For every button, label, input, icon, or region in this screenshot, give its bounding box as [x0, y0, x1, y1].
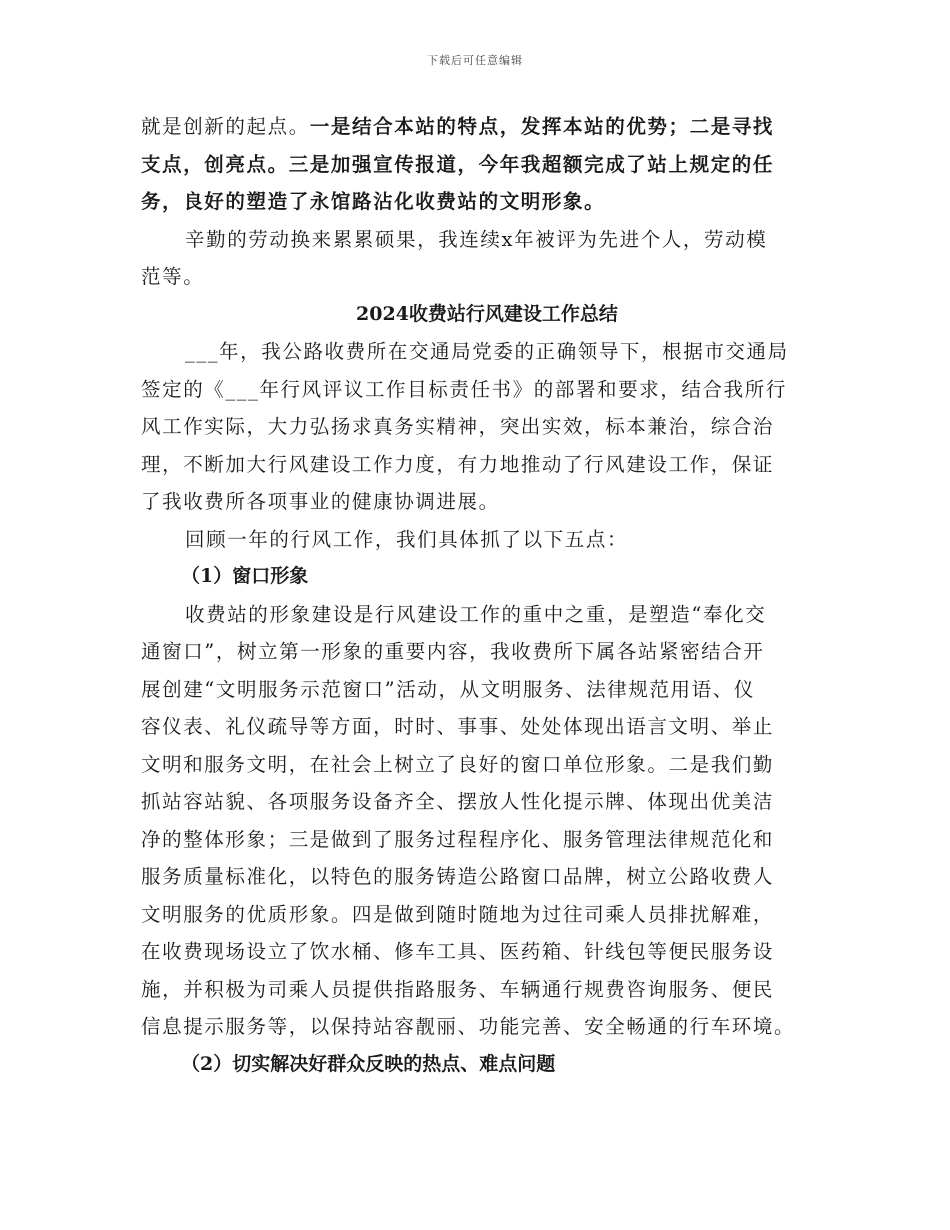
paragraph-line: 容仪表、礼仪疏导等方面，时时、事事、处处体现出语言文明、举止: [141, 715, 775, 738]
paragraph-line: 通窗口”，树立第一形象的重要内容，我收费所下属各站紧密结合开: [141, 640, 765, 663]
paragraph-line: 抓站容站貌、各项服务设备齐全、摆放人性化提示牌、体现出优美洁: [141, 790, 775, 813]
paragraph-line: 施，并积极为司乘人员提供指路服务、车辆通行规费咨询服务、便民: [141, 977, 775, 1001]
text-normal: 就是创新的起点。: [141, 115, 310, 138]
paragraph-line: 范等。: [141, 265, 205, 288]
document-body: [141, 108, 813, 1083]
text-bold: 一是结合本站的特点，发挥本站的优势；二是寻找: [309, 115, 775, 138]
document-title: 2024收费站行风建设工作总结: [356, 302, 618, 325]
paragraph-line: 风工作实际，大力弘扬求真务实精神，突出实效，标本兼治，综合治: [141, 415, 775, 438]
paragraph-line: 支点，创亮点。三是加强宣传报道，今年我超额完成了站上规定的任: [141, 152, 775, 176]
paragraph-line: 辛勤的劳动换来累累硕果，我连续x年被评为先进个人，劳动模: [185, 227, 768, 251]
paragraph-line: 收费站的形象建设是行风建设工作的重中之重，是塑造“奉化交: [185, 602, 767, 626]
paragraph-line: 文明和服务文明，在社会上树立了良好的窗口单位形象。二是我们勤: [141, 752, 775, 776]
paragraph-line: 展创建“文明服务示范窗口”活动，从文明服务、法律规范用语、仪: [141, 677, 755, 701]
section-heading: （2）切实解决好群众反映的热点、难点问题: [181, 1052, 556, 1075]
paragraph-line: 在收费现场设立了饮水桶、修车工具、医药箱、针线包等便民服务设: [141, 940, 775, 963]
paragraph-line: 文明服务的优质形象。四是做到随时随地为过往司乘人员排扰解难，: [141, 902, 775, 926]
page-header: 下载后可任意编辑: [427, 54, 523, 67]
section-heading: （1）窗口形象: [181, 565, 309, 587]
paragraph-line: 净的整体形象；三是做到了服务过程程序化、服务管理法律规范化和: [141, 827, 775, 851]
paragraph-line: 信息提示服务等，以保持站容靓丽、功能完善、安全畅通的行车环境。: [141, 1015, 796, 1038]
paragraph-line: [141, 108, 813, 146]
paragraph-line: 理，不断加大行风建设工作力度，有力地推动了行风建设工作，保证: [141, 452, 775, 476]
paragraph-line: 回顾一年的行风工作，我们具体抓了以下五点：: [185, 527, 629, 551]
paragraph-line: 签定的《___年行风评议工作目标责任书》的部署和要求，结合我所行: [141, 377, 787, 401]
paragraph-line: 了我收费所各项事业的健康协调进展。: [141, 490, 500, 513]
paragraph-line: 服务质量标准化，以特色的服务铸造公路窗口品牌，树立公路收费人: [141, 865, 775, 888]
paragraph-line: 务，良好的塑造了永馆路沾化收费站的文明形象。: [141, 190, 606, 213]
paragraph-line: ___年，我公路收费所在交通局党委的正确领导下，根据市交通局: [185, 340, 789, 363]
